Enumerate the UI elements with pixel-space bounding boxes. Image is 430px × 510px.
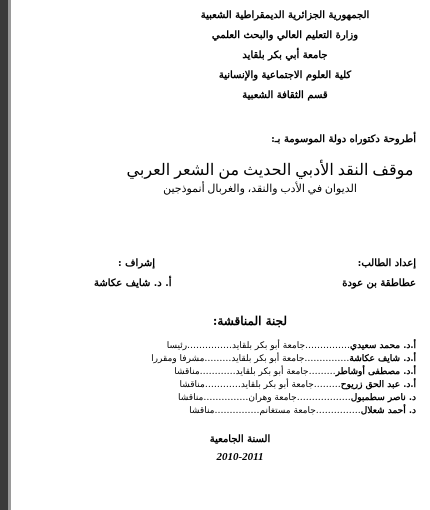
header-line-university: جامعة أبي بكر بلقايد [242, 50, 328, 61]
member-name: أ.د. شايف عكاشة [349, 354, 416, 364]
viewer-sidebar-edge [8, 0, 11, 510]
member-name: أ.د. عبد الحق زريوح [340, 380, 416, 390]
committee-member [80, 366, 416, 379]
academic-year: 2010-2011 [216, 451, 264, 463]
member-institution: جامعة أبو بكر بلقايد [231, 354, 305, 364]
member-name: د. أحمد شعلال [360, 406, 416, 416]
member-name: د. ناصر سطمبول [350, 393, 416, 403]
member-dots: …………… [187, 341, 233, 351]
member-dots: …………… [203, 393, 249, 403]
header-line-republic: الجمهورية الجزائرية الديمقراطية الشعبية [200, 10, 370, 21]
member-institution: جامعة أبو بكر بلقايد [232, 341, 306, 351]
member-role: مناقشا [189, 406, 215, 416]
thesis-title: موقف النقد الأدبي الحديث من الشعر العربي [126, 162, 414, 179]
member-role: رئيسا [166, 341, 188, 351]
thesis-intro: أطروحة دكتوراه دولة الموسومة بـ: [271, 134, 416, 145]
viewer-sidebar [0, 0, 8, 510]
committee-member [80, 353, 416, 366]
committee-member [80, 405, 416, 418]
member-institution: جامعة وهران [248, 393, 297, 403]
member-dots: ……… [308, 367, 336, 377]
member-institution: جامعة أبو بكر بلقايد [240, 380, 314, 390]
committee-member [80, 340, 416, 353]
member-dots: ……… [204, 354, 232, 364]
committee-member [80, 392, 416, 405]
institution-header [140, 6, 430, 106]
member-dots: ………… [199, 367, 236, 377]
member-role: مناقشا [174, 367, 200, 377]
member-dots: …………… [315, 406, 361, 416]
member-institution: جامعة مستغانم [259, 406, 316, 416]
thesis-subtitle: الديوان في الأدب والنقد، والغربال أنموذجين [163, 183, 357, 195]
member-dots: …………… [304, 354, 350, 364]
member-dots: ……………… [296, 393, 351, 403]
supervisor-name: أ. د. شايف عكاشة [94, 278, 172, 289]
member-role: مناقشا [179, 380, 205, 390]
header-line-faculty: كلية العلوم الاجتماعية والإنسانية [218, 70, 352, 81]
committee-list [80, 340, 416, 418]
member-role: مشرفا ومقررا [151, 354, 205, 364]
committee-title: لجنة المناقشة: [212, 314, 288, 328]
member-dots: …………… [305, 341, 351, 351]
member-dots: …………… [214, 406, 260, 416]
header-line-ministry: وزارة التعليم العالي والبحث العلمي [211, 30, 359, 41]
committee-member [80, 379, 416, 392]
author-label: إعداد الطالب: [357, 258, 416, 269]
member-name: أ.د. مصطفى أوشاطر [335, 367, 416, 377]
academic-year-label: السنة الجامعية [209, 434, 271, 445]
header-line-department: قسم الثقافة الشعبية [242, 90, 328, 101]
member-dots: ……… [313, 380, 341, 390]
member-role: مناقشا [178, 393, 204, 403]
member-name: أ.د. محمد سعيدي [350, 341, 416, 351]
author-name: عطاطقة بن عودة [342, 278, 416, 289]
member-dots: ………… [204, 380, 241, 390]
supervisor-label: إشراف : [118, 258, 155, 269]
member-institution: جامعة أبو بكر بلقايد [235, 367, 309, 377]
